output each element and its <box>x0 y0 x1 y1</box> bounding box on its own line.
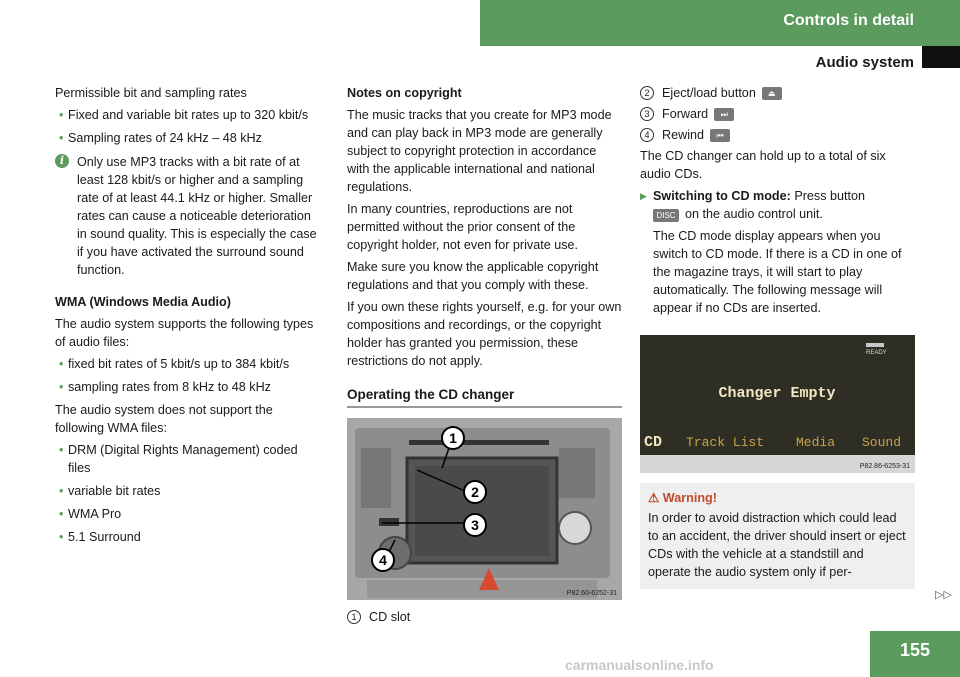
paragraph: The audio system supports the following types of audio files: <box>55 317 314 349</box>
svg-text:3: 3 <box>471 517 479 533</box>
warning-box <box>640 483 915 589</box>
callout-2 <box>464 481 486 503</box>
info-note <box>55 153 320 279</box>
list-item: • fixed bit rates of 5 kbit/s up to 384 kbit/s <box>55 355 320 373</box>
chapter-title: Controls in detail <box>783 12 914 29</box>
legend-label: CD slot <box>369 610 411 624</box>
cd-display-image <box>640 335 915 473</box>
watermark: carmanualsonline.info <box>565 657 714 673</box>
photo-code: P82.60-6252-31 <box>566 590 617 597</box>
paragraph: The audio system does not support the following WMA files: <box>55 403 273 435</box>
callout-1 <box>442 427 464 449</box>
cd-changer-heading: Operating the CD changer <box>347 386 622 408</box>
display-message: Changer Empty <box>718 385 836 402</box>
audio-unit-photo <box>347 418 622 600</box>
menu-sound: Sound <box>862 435 902 450</box>
list-item: • variable bit rates <box>55 482 320 500</box>
cd-display-illustration <box>640 335 915 473</box>
list-item: • sampling rates from 8 kHz to 48 kHz <box>55 378 320 396</box>
paragraph: The CD changer can hold up to a total of six audio CDs. <box>640 149 886 181</box>
info-text: Only use MP3 tracks with a bit rate of at least 128 kbit/s or higher and a sampling rate of at least 44.1 kHz or higher. Smaller rates can cause a noticeable deterioration in sound quality. This is especially the case if you have activated the surround sound function. <box>77 155 317 277</box>
menu-cd: CD <box>644 434 663 451</box>
legend-item-2 <box>640 84 915 102</box>
svg-text:4: 4 <box>379 552 387 568</box>
paragraph: Permissible bit and sampling rates <box>55 86 247 100</box>
rewind-icon: ⏮ <box>710 129 730 142</box>
legend-item-1 <box>347 608 622 626</box>
instruction-text: Press button <box>790 189 866 203</box>
menu-track-list: Track List <box>686 435 765 450</box>
section-title: Audio system <box>815 54 914 71</box>
legend-label: Forward <box>662 107 709 121</box>
copyright-heading: Notes on copyright <box>347 86 462 100</box>
warning-title-text: Warning! <box>662 491 717 505</box>
legend-label: Eject/load button <box>662 86 756 100</box>
legend-item-3 <box>640 105 915 123</box>
instruction-end: on the audio control unit. <box>685 207 823 221</box>
column-1 <box>55 84 320 551</box>
callout-4 <box>372 549 394 571</box>
list-item: • Fixed and variable bit rates up to 320 kbit/s <box>55 106 320 124</box>
svg-text:2: 2 <box>471 484 479 500</box>
display-code: P82.86-6253-31 <box>859 463 910 470</box>
continued-marker: ▷▷ <box>935 589 952 601</box>
ready-label: READY <box>866 350 887 356</box>
audio-unit-illustration <box>347 418 622 600</box>
callout-number: 4 <box>640 128 654 142</box>
callout-3 <box>464 514 486 536</box>
column-3 <box>640 84 915 589</box>
paragraph: The music tracks that you create for MP3 mode and can play back in MP3 mode are generally subject to copyright protection in accordance with the applicable international and national regulations. <box>347 108 612 194</box>
callout-number: 2 <box>640 86 654 100</box>
list-item: • WMA Pro <box>55 505 320 523</box>
header-tab <box>922 46 960 68</box>
callout-number: 3 <box>640 107 654 121</box>
paragraph: In many countries, reproductions are not permitted without the prior consent of the copyright holder, not even for private use. <box>347 202 579 252</box>
warning-text: In order to avoid distraction which could lead to an accident, the driver should insert or eject CDs with the vehicle at a standstill and operate the audio system only if per- <box>648 511 906 579</box>
forward-icon: ⏭ <box>714 108 734 121</box>
legend-item-4 <box>640 126 915 144</box>
info-icon: i <box>55 154 69 168</box>
svg-text:1: 1 <box>449 430 457 446</box>
callout-number: 1 <box>347 610 361 624</box>
instruction <box>640 187 915 317</box>
eject-icon: ⏏ <box>762 87 782 100</box>
list-item: • 5.1 Surround <box>55 528 320 546</box>
paragraph: If you own these rights yourself, e.g. for your own compositions and recordings, or the copyright holder has granted you permission, these restrictions do not apply. <box>347 300 622 368</box>
warning-title <box>648 489 907 507</box>
disc-key-icon: DISC <box>653 209 679 222</box>
page-number: 155 <box>870 631 960 677</box>
instruction-label: Switching to CD mode: <box>653 189 791 203</box>
legend-label: Rewind <box>662 128 704 142</box>
list-item: • Sampling rates of 24 kHz – 48 kHz <box>55 129 320 147</box>
list-item: • DRM (Digital Rights Management) coded files <box>55 441 320 477</box>
paragraph: Make sure you know the applicable copyright regulations and that you comply with these. <box>347 260 599 292</box>
warning-icon: ⚠ <box>648 491 663 505</box>
column-2 <box>347 84 622 629</box>
menu-media: Media <box>796 435 836 450</box>
wma-heading: WMA (Windows Media Audio) <box>55 295 231 309</box>
paragraph: The CD mode display appears when you switch to CD mode. If there is a CD in one of the magazine trays, it will start to play automatically. The following message will appear if no CDs are inserted. <box>653 229 902 315</box>
